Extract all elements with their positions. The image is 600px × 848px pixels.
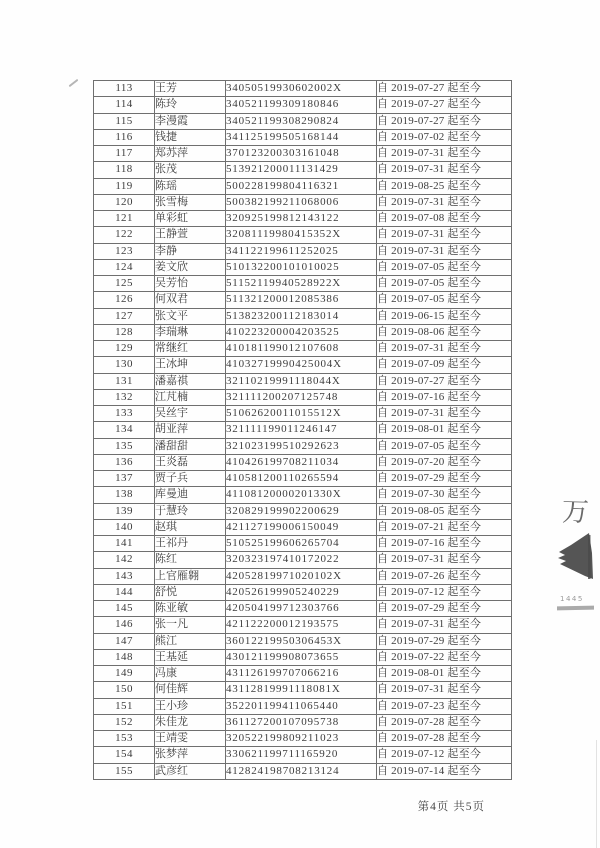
margin-small-number: 1445 — [560, 595, 584, 603]
table-row — [94, 81, 512, 97]
cell-id: 320522199809211023 — [226, 731, 377, 747]
cell-id: 42052819971020102X — [226, 568, 377, 584]
cell-name: 张茂 — [155, 162, 226, 178]
cell-period: 自 2019-08-06 起至今 — [377, 324, 512, 340]
cell-no: 137 — [94, 471, 155, 487]
cell-period: 自 2019-07-02 起至今 — [377, 129, 512, 145]
cell-no: 120 — [94, 194, 155, 210]
cell-id: 430121199908073655 — [226, 649, 377, 665]
margin-underline-mark — [557, 606, 594, 611]
cell-period: 自 2019-07-12 起至今 — [377, 584, 512, 600]
table-row — [94, 113, 512, 129]
cell-id: 36012219950306453X — [226, 633, 377, 649]
cell-name: 陈红 — [155, 552, 226, 568]
table-row — [94, 682, 512, 698]
cell-name: 吴芳怡 — [155, 276, 226, 292]
table-row — [94, 584, 512, 600]
table-row — [94, 341, 512, 357]
cell-name: 王炎磊 — [155, 454, 226, 470]
cell-id: 341125199505168144 — [226, 129, 377, 145]
table-row — [94, 471, 512, 487]
cell-name: 张雪梅 — [155, 194, 226, 210]
cell-name: 李漫霞 — [155, 113, 226, 129]
table-row — [94, 357, 512, 373]
cell-period: 自 2019-07-21 起至今 — [377, 519, 512, 535]
cell-name: 库曼迪 — [155, 487, 226, 503]
cell-period: 自 2019-07-05 起至今 — [377, 259, 512, 275]
table-row — [94, 308, 512, 324]
cell-period: 自 2019-07-31 起至今 — [377, 243, 512, 259]
roster-table — [93, 80, 512, 780]
table-row — [94, 503, 512, 519]
cell-no: 126 — [94, 292, 155, 308]
cell-period: 自 2019-07-29 起至今 — [377, 471, 512, 487]
cell-name: 何双君 — [155, 292, 226, 308]
cell-id: 410181199012107608 — [226, 341, 377, 357]
cell-no: 140 — [94, 519, 155, 535]
cell-id: 421122200012193575 — [226, 617, 377, 633]
cell-id: 500228199804116321 — [226, 178, 377, 194]
cell-name: 陈瑶 — [155, 178, 226, 194]
table-row — [94, 552, 512, 568]
cell-id: 320925199812143122 — [226, 211, 377, 227]
table-row — [94, 146, 512, 162]
table-row — [94, 649, 512, 665]
cell-period: 自 2019-07-14 起至今 — [377, 763, 512, 780]
cell-period: 自 2019-07-27 起至今 — [377, 81, 512, 97]
cell-name: 李瑞琳 — [155, 324, 226, 340]
cell-no: 142 — [94, 552, 155, 568]
cell-no: 116 — [94, 129, 155, 145]
cell-name: 王静萱 — [155, 227, 226, 243]
table-row — [94, 178, 512, 194]
cell-period: 自 2019-07-08 起至今 — [377, 211, 512, 227]
table-row — [94, 324, 512, 340]
cell-id: 510525199606265704 — [226, 536, 377, 552]
cell-period: 自 2019-07-27 起至今 — [377, 373, 512, 389]
cell-name: 冯康 — [155, 666, 226, 682]
cell-id: 320323197410172022 — [226, 552, 377, 568]
cell-id: 41032719990425004X — [226, 357, 377, 373]
margin-handwriting-char: 万 — [561, 496, 590, 528]
cell-period: 自 2019-06-15 起至今 — [377, 308, 512, 324]
cell-no: 127 — [94, 308, 155, 324]
cell-no: 141 — [94, 536, 155, 552]
cell-no: 153 — [94, 731, 155, 747]
cell-no: 143 — [94, 568, 155, 584]
cell-id: 420504199712303766 — [226, 601, 377, 617]
cell-no: 128 — [94, 324, 155, 340]
table-row — [94, 389, 512, 405]
table-row — [94, 714, 512, 730]
cell-period: 自 2019-07-30 起至今 — [377, 487, 512, 503]
table-row — [94, 454, 512, 470]
cell-period: 自 2019-07-22 起至今 — [377, 649, 512, 665]
cell-no: 149 — [94, 666, 155, 682]
cell-no: 148 — [94, 649, 155, 665]
cell-name: 王小珍 — [155, 698, 226, 714]
cell-period: 自 2019-07-20 起至今 — [377, 454, 512, 470]
cell-name: 王冰坤 — [155, 357, 226, 373]
cell-id: 511321200012085386 — [226, 292, 377, 308]
cell-no: 134 — [94, 422, 155, 438]
cell-period: 自 2019-07-16 起至今 — [377, 389, 512, 405]
cell-no: 146 — [94, 617, 155, 633]
cell-period: 自 2019-07-31 起至今 — [377, 406, 512, 422]
cell-no: 123 — [94, 243, 155, 259]
cell-id: 510132200101010025 — [226, 259, 377, 275]
cell-period: 自 2019-08-01 起至今 — [377, 422, 512, 438]
cell-name: 熊江 — [155, 633, 226, 649]
cell-name: 江芃楠 — [155, 389, 226, 405]
cell-id: 341122199611252025 — [226, 243, 377, 259]
table-row — [94, 519, 512, 535]
cell-period: 自 2019-07-31 起至今 — [377, 194, 512, 210]
table-row — [94, 487, 512, 503]
table-row — [94, 406, 512, 422]
cell-period: 自 2019-07-31 起至今 — [377, 162, 512, 178]
cell-period: 自 2019-07-31 起至今 — [377, 341, 512, 357]
cell-period: 自 2019-07-23 起至今 — [377, 698, 512, 714]
cell-name: 朱佳龙 — [155, 714, 226, 730]
cell-no: 124 — [94, 259, 155, 275]
table-row — [94, 162, 512, 178]
cell-no: 144 — [94, 584, 155, 600]
cell-no: 119 — [94, 178, 155, 194]
cell-id: 340521199308290824 — [226, 113, 377, 129]
page-number: 第4页 共5页 — [417, 801, 485, 813]
cell-no: 114 — [94, 97, 155, 113]
cell-period: 自 2019-07-31 起至今 — [377, 617, 512, 633]
scan-edge-line — [596, 740, 597, 848]
cell-no: 136 — [94, 454, 155, 470]
cell-period: 自 2019-07-27 起至今 — [377, 113, 512, 129]
cell-id: 421127199006150049 — [226, 519, 377, 535]
cell-id: 410581200110265594 — [226, 471, 377, 487]
cell-name: 钱捷 — [155, 129, 226, 145]
cell-name: 姜文欣 — [155, 259, 226, 275]
roster-body — [94, 81, 512, 780]
cell-period: 自 2019-07-05 起至今 — [377, 276, 512, 292]
table-row — [94, 633, 512, 649]
cell-name: 胡亚萍 — [155, 422, 226, 438]
table-row — [94, 617, 512, 633]
cell-no: 132 — [94, 389, 155, 405]
cell-id: 321023199510292623 — [226, 438, 377, 454]
cell-name: 李静 — [155, 243, 226, 259]
cell-id: 321111200207125748 — [226, 389, 377, 405]
cell-period: 自 2019-07-27 起至今 — [377, 97, 512, 113]
cell-no: 155 — [94, 763, 155, 780]
cell-id: 34050519930602002X — [226, 81, 377, 97]
table-row — [94, 292, 512, 308]
cell-id: 340521199309180846 — [226, 97, 377, 113]
cell-name: 张文平 — [155, 308, 226, 324]
cell-no: 130 — [94, 357, 155, 373]
cell-id: 420526199905240229 — [226, 584, 377, 600]
cell-id: 370123200303161048 — [226, 146, 377, 162]
cell-name: 赵琪 — [155, 519, 226, 535]
cell-name: 常继红 — [155, 341, 226, 357]
cell-no: 145 — [94, 601, 155, 617]
cell-id: 352201199411065440 — [226, 698, 377, 714]
cell-period: 自 2019-08-05 起至今 — [377, 503, 512, 519]
cell-period: 自 2019-07-31 起至今 — [377, 682, 512, 698]
cell-id: 513823200112183014 — [226, 308, 377, 324]
table-row — [94, 731, 512, 747]
cell-period: 自 2019-07-05 起至今 — [377, 438, 512, 454]
cell-no: 115 — [94, 113, 155, 129]
cell-name: 王基延 — [155, 649, 226, 665]
cell-no: 135 — [94, 438, 155, 454]
table-row — [94, 763, 512, 780]
cell-period: 自 2019-07-29 起至今 — [377, 601, 512, 617]
cell-name: 上官雁翱 — [155, 568, 226, 584]
cell-no: 138 — [94, 487, 155, 503]
table-row — [94, 373, 512, 389]
cell-id: 321111199011246147 — [226, 422, 377, 438]
cell-no: 122 — [94, 227, 155, 243]
cell-name: 吴丝宇 — [155, 406, 226, 422]
cell-id: 361127200107095738 — [226, 714, 377, 730]
cell-no: 113 — [94, 81, 155, 97]
cell-id: 431126199707066216 — [226, 666, 377, 682]
cell-id: 51152119940528922X — [226, 276, 377, 292]
cell-name: 潘嘉祺 — [155, 373, 226, 389]
cell-name: 贾子兵 — [155, 471, 226, 487]
cell-id: 330621199711165920 — [226, 747, 377, 763]
cell-period: 自 2019-07-12 起至今 — [377, 747, 512, 763]
cell-id: 43112819991118081X — [226, 682, 377, 698]
cell-no: 125 — [94, 276, 155, 292]
cell-no: 131 — [94, 373, 155, 389]
cell-name: 张梦萍 — [155, 747, 226, 763]
cell-id: 51062620011015512X — [226, 406, 377, 422]
cell-period: 自 2019-07-26 起至今 — [377, 568, 512, 584]
cell-name: 王芳 — [155, 81, 226, 97]
cell-period: 自 2019-08-01 起至今 — [377, 666, 512, 682]
cell-period: 自 2019-07-31 起至今 — [377, 552, 512, 568]
ink-blot-mark — [556, 533, 594, 582]
cell-period: 自 2019-07-28 起至今 — [377, 731, 512, 747]
table-row — [94, 97, 512, 113]
cell-id: 513921200011131429 — [226, 162, 377, 178]
table-row — [94, 276, 512, 292]
table-row — [94, 194, 512, 210]
table-row — [94, 698, 512, 714]
cell-id: 32081119980415352X — [226, 227, 377, 243]
cell-no: 121 — [94, 211, 155, 227]
cell-name: 陈玲 — [155, 97, 226, 113]
table-row — [94, 438, 512, 454]
cell-name: 单彩虹 — [155, 211, 226, 227]
table-row — [94, 536, 512, 552]
cell-id: 410223200004203525 — [226, 324, 377, 340]
table-row — [94, 422, 512, 438]
cell-period: 自 2019-07-05 起至今 — [377, 292, 512, 308]
cell-no: 154 — [94, 747, 155, 763]
table-row — [94, 747, 512, 763]
cell-period: 自 2019-07-28 起至今 — [377, 714, 512, 730]
table-row — [94, 601, 512, 617]
cell-period: 自 2019-07-16 起至今 — [377, 536, 512, 552]
cell-name: 舒悦 — [155, 584, 226, 600]
cell-name: 陈亚敏 — [155, 601, 226, 617]
cell-period: 自 2019-08-25 起至今 — [377, 178, 512, 194]
cell-no: 129 — [94, 341, 155, 357]
cell-id: 412824198708213124 — [226, 763, 377, 780]
cell-period: 自 2019-07-09 起至今 — [377, 357, 512, 373]
table-row — [94, 211, 512, 227]
cell-name: 王祁丹 — [155, 536, 226, 552]
cell-name: 郑苏萍 — [155, 146, 226, 162]
cell-name: 武彦红 — [155, 763, 226, 780]
cell-name: 潘甜甜 — [155, 438, 226, 454]
cell-id: 41108120000201330X — [226, 487, 377, 503]
table-row — [94, 259, 512, 275]
cell-name: 张一凡 — [155, 617, 226, 633]
table-row — [94, 568, 512, 584]
cell-id: 32110219991118044X — [226, 373, 377, 389]
cell-id: 320829199902200629 — [226, 503, 377, 519]
cell-no: 139 — [94, 503, 155, 519]
cell-period: 自 2019-07-29 起至今 — [377, 633, 512, 649]
cell-no: 117 — [94, 146, 155, 162]
cell-no: 151 — [94, 698, 155, 714]
table-row — [94, 227, 512, 243]
cell-no: 133 — [94, 406, 155, 422]
cell-name: 何佳辉 — [155, 682, 226, 698]
cell-period: 自 2019-07-31 起至今 — [377, 146, 512, 162]
cell-period: 自 2019-07-31 起至今 — [377, 227, 512, 243]
cell-name: 于慧玲 — [155, 503, 226, 519]
cell-no: 147 — [94, 633, 155, 649]
cell-no: 118 — [94, 162, 155, 178]
cell-id: 410426199708211034 — [226, 454, 377, 470]
cell-no: 150 — [94, 682, 155, 698]
pencil-smudge — [69, 79, 79, 87]
table-row — [94, 243, 512, 259]
cell-no: 152 — [94, 714, 155, 730]
cell-id: 500382199211068006 — [226, 194, 377, 210]
table-row — [94, 666, 512, 682]
cell-name: 王靖雯 — [155, 731, 226, 747]
table-row — [94, 129, 512, 145]
